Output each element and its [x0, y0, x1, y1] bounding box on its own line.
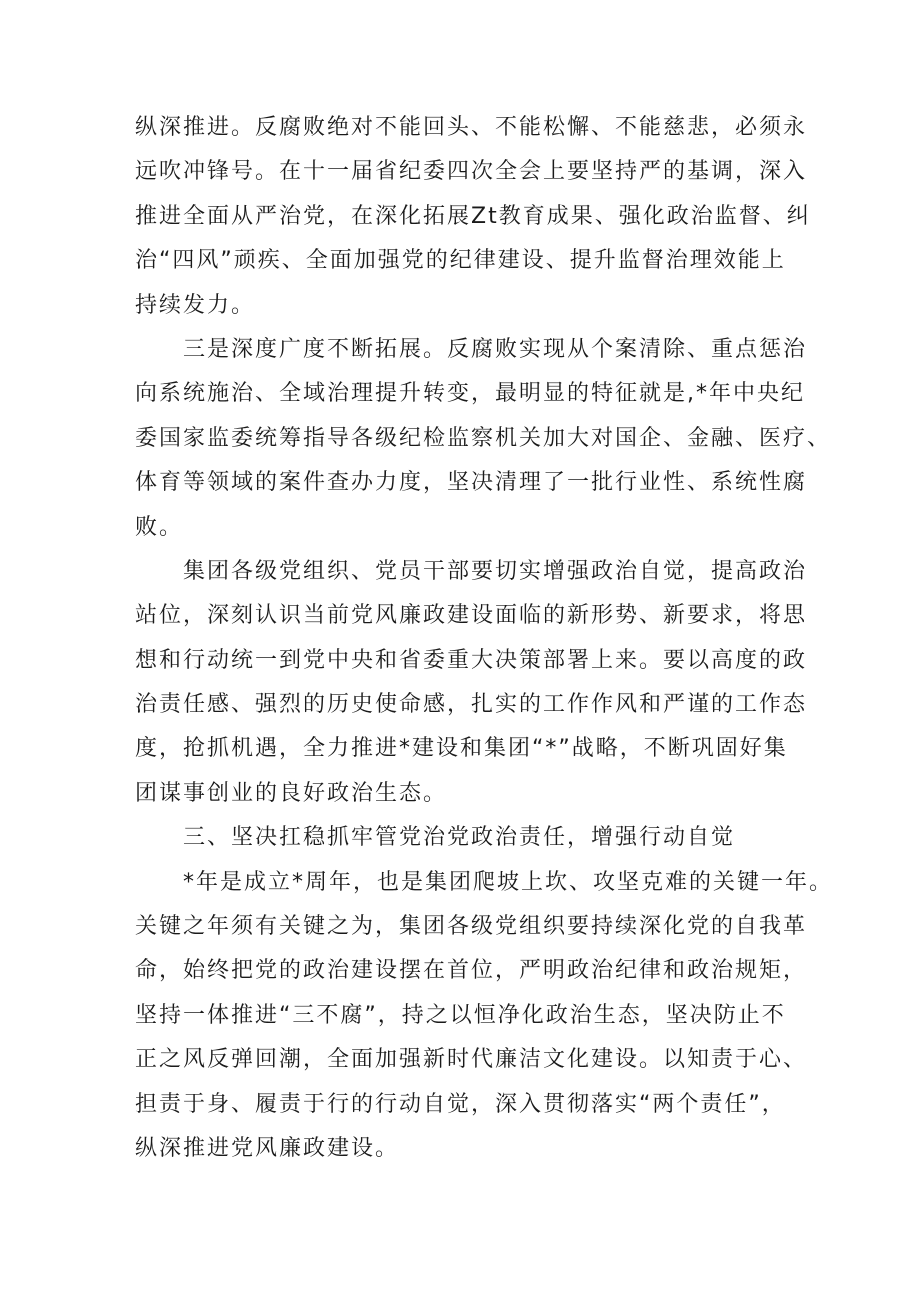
text-line: 推进全面从严治党，在深化拓展Zt教育成果、强化政治监督、纠: [135, 203, 811, 229]
text-line: 败。: [135, 514, 184, 540]
paragraph-start-line: 集团各级党组织、党员干部要切实增强政治自觉，提高政治: [183, 558, 808, 584]
text-line: 关键之年须有关键之为，集团各级党组织要持续深化党的自我革: [135, 914, 808, 940]
text-line: 持续发力。: [135, 292, 256, 318]
text-line: 站位，深刻认识当前党风廉政建设面临的新形势、新要求，将思: [135, 603, 808, 629]
text-line: 体育等领域的案件查办力度，坚决清理了一批行业性、系统性腐: [135, 470, 808, 496]
text-line: 向系统施治、全域治理提升转变，最明显的特征就是,*年中央纪: [135, 381, 805, 407]
text-line: 想和行动统一到党中央和省委重大决策部署上来。要以高度的政: [135, 647, 808, 673]
text-line: 委国家监委统筹指导各级纪检监察机关加大对国企、金融、医疗、: [135, 425, 832, 451]
text-line: 纵深推进党风廉政建设。: [135, 1135, 400, 1161]
section-heading: 三、坚决扛稳抓牢管党治党政治责任，增强行动自觉: [183, 825, 736, 851]
text-line: 坚持一体推进“三不腐”，持之以恒净化政治生态，坚决防止不: [135, 1002, 786, 1028]
body-text: [135, 106, 834, 1171]
text-line: 正之风反弹回潮，全面加强新时代廉洁文化建设。以知责于心、: [135, 1047, 808, 1073]
text-line: 纵深推进。反腐败绝对不能回头、不能松懈、不能慈悲，必须永: [135, 115, 808, 140]
text-line: 命，始终把党的政治建设摆在首位，严明政治纪律和政治规矩，: [135, 958, 808, 984]
paragraph-start-line: 三是深度广度不断拓展。反腐败实现从个案清除、重点惩治: [183, 336, 808, 362]
text-line: 治“四风”顽疾、全面加强党的纪律建设、提升监督治理效能上: [135, 248, 786, 274]
text-line: 远吹冲锋号。在十一届省纪委四次全会上要坚持严的基调，深入: [135, 159, 808, 185]
paragraph-start-line: *年是成立*周年，也是集团爬坡上坎、攻坚克难的关键一年。: [183, 869, 834, 895]
text-line: 治责任感、强烈的历史使命感，扎实的工作作风和严谨的工作态: [135, 692, 808, 718]
text-line: 团谋事创业的良好政治生态。: [135, 780, 448, 806]
text-line: 度，抢抓机遇，全力推进*建设和集团“*”战略，不断巩固好集: [135, 736, 788, 762]
text-line: 担责于身、履责于行的行动自觉，深入贯彻落实“两个责任”，: [135, 1091, 786, 1117]
